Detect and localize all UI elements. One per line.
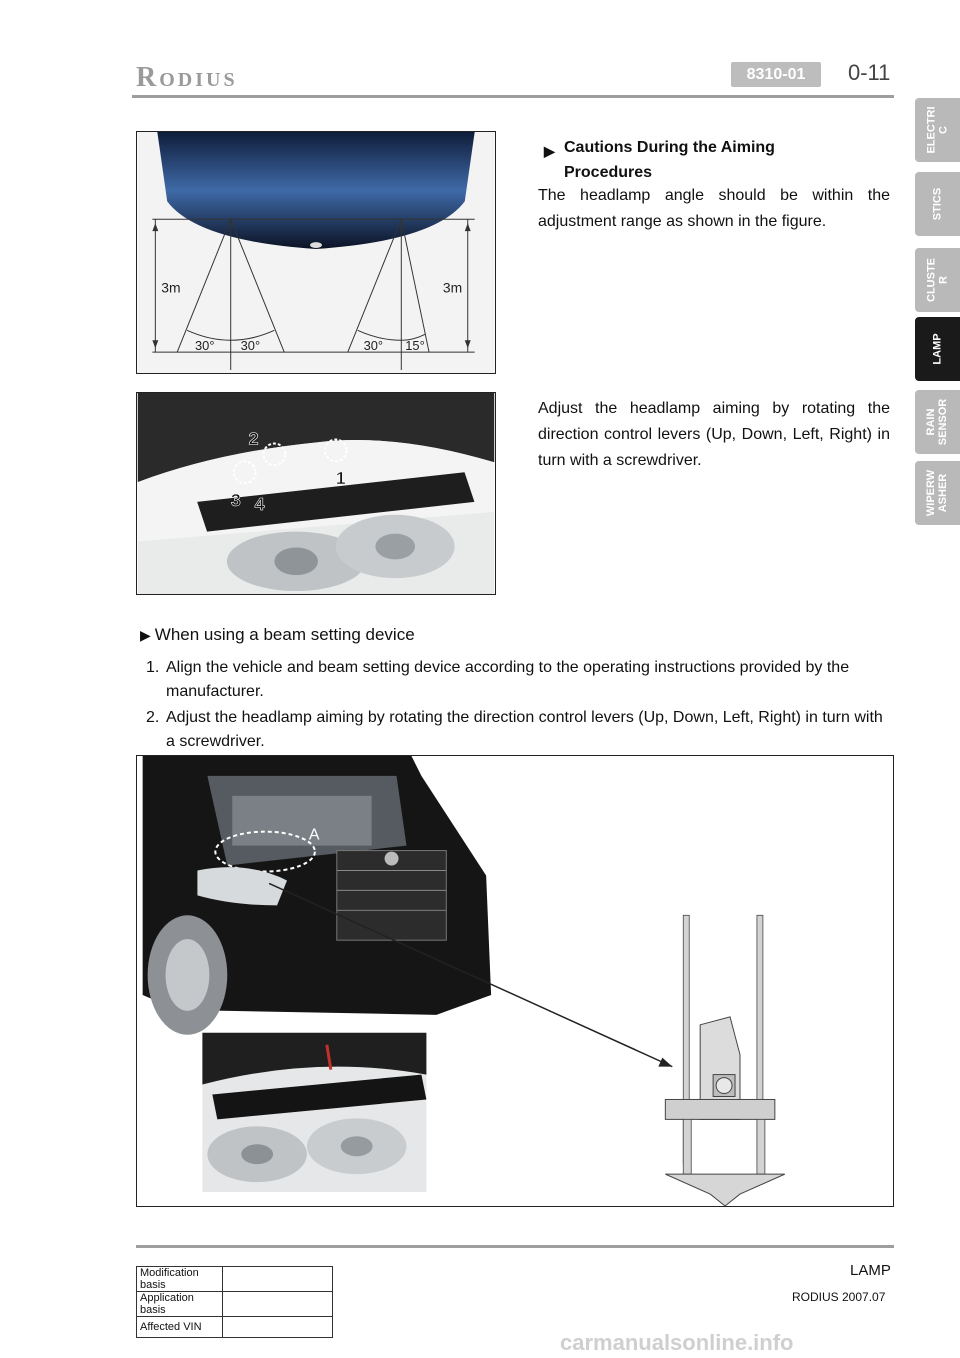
footer-model-date: RODIUS 2007.07 — [792, 1290, 886, 1304]
angle-label-3: 30° — [363, 338, 384, 354]
height-label-right: 3m — [442, 279, 463, 296]
list-item: 2. Adjust the headlamp aiming by rotating the direction control levers (Up, Down, Left, Right) in turn with a screwdriver. — [146, 709, 883, 750]
angle-label-4: 15° — [405, 338, 425, 354]
side-tab-diagnostics[interactable]: STICS — [915, 172, 960, 236]
beam-setting-heading: ▶ When using a beam setting device — [140, 625, 415, 644]
lever-number-3: 3 — [230, 489, 241, 510]
angle-label-1: 30° — [195, 338, 215, 354]
callout-label-a: A — [308, 826, 320, 844]
adjust-paragraph: Adjust the headlamp aiming by rotating the direction control levers (Up, Down, Left, Right) in turn with a screwdriver. — [538, 400, 890, 469]
lever-number-2: 2 — [248, 428, 259, 449]
angle-label-2: 30° — [240, 338, 261, 354]
beam-setting-device-figure — [136, 755, 894, 1207]
bullet-triangle-icon: ▶ — [140, 627, 151, 643]
table-row: Modification basis — [137, 1267, 333, 1292]
bullet-triangle-icon: ▶ — [544, 143, 555, 159]
watermark: carmanualsonline.info — [560, 1330, 794, 1355]
table-row: Application basis — [137, 1292, 333, 1317]
beam-setting-steps — [146, 656, 896, 756]
side-tab-cluster[interactable]: CLUSTE R — [915, 248, 960, 312]
caution-heading: ▶ Cautions During the Aiming Procedures — [544, 139, 775, 181]
height-label-left: 3m — [161, 279, 181, 296]
modification-table — [136, 1266, 333, 1338]
control-levers-figure — [136, 392, 496, 595]
footer-divider — [136, 1245, 894, 1248]
side-tab-electric[interactable]: ELECTRI C — [915, 98, 960, 162]
list-item: 1. Align the vehicle and beam setting device according to the operating instructions provided by the manufacturer. — [146, 659, 850, 700]
brand-logo: Rodius — [136, 62, 238, 93]
page-number: 0-11 — [848, 60, 891, 85]
lever-number-1: 1 — [335, 468, 346, 489]
aiming-angle-figure — [136, 131, 496, 374]
section-code-badge: 8310-01 — [731, 62, 821, 87]
header-divider — [132, 95, 894, 98]
caution-paragraph: The headlamp angle should be within the adjustment range as shown in the figure. — [538, 187, 890, 230]
side-tab-wiper-washer[interactable]: WIPERW ASHER — [915, 461, 960, 525]
side-tab-lamp[interactable]: LAMP — [915, 317, 960, 381]
lever-number-4: 4 — [254, 493, 265, 514]
side-tab-rain-sensor[interactable]: RAIN SENSOR — [915, 390, 960, 454]
footer-section-name: LAMP — [850, 1262, 891, 1279]
table-row: Affected VIN — [137, 1317, 333, 1338]
